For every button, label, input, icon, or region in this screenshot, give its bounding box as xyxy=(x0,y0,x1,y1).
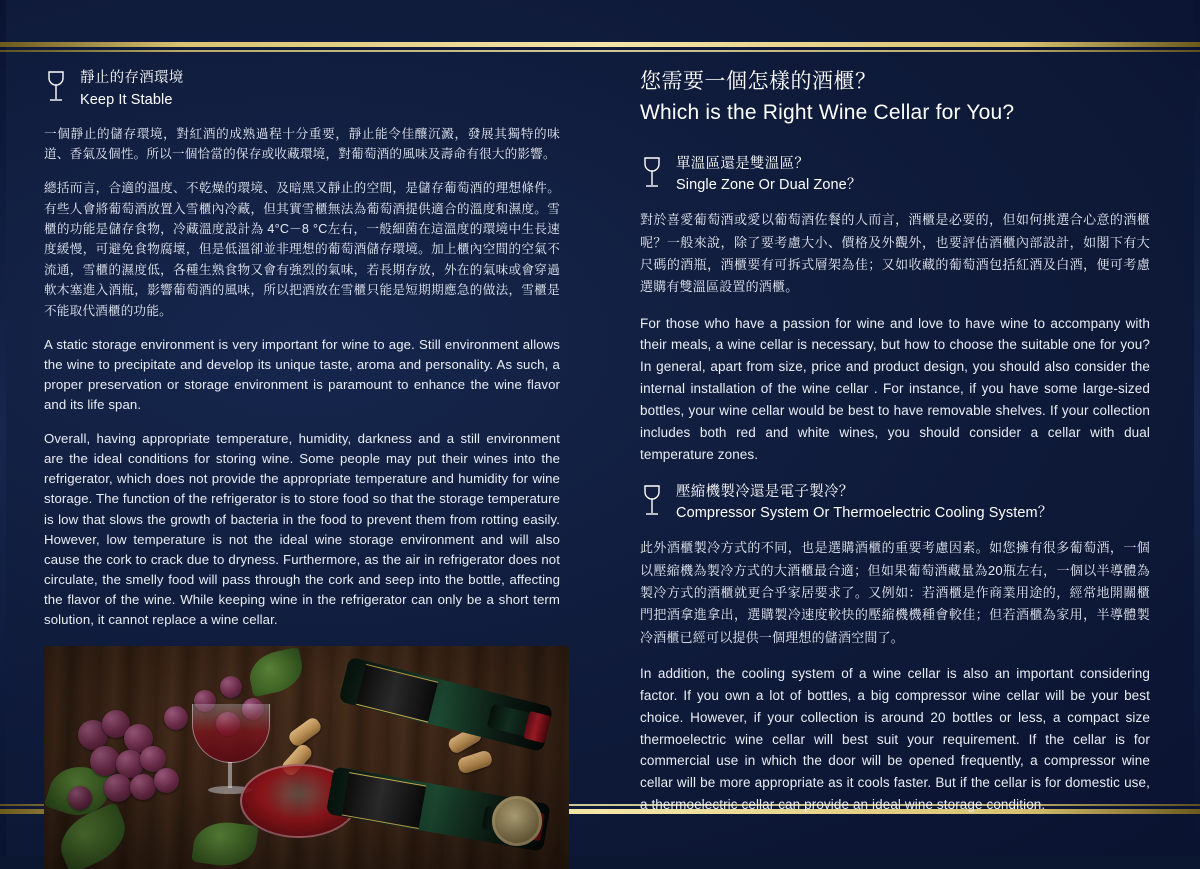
section-header xyxy=(640,154,1150,198)
paragraph-en-2: Overall, having appropriate temperature, humidity, darkness and a still environment are the ideal conditions for storing wine. Some people may put their wines into the refrigerator, which does not provide the appropriate temperature and humidity for wine storage. The function of the refrigerator is to store food so that the storage temperature is low that slows the growth of bacteria in the food to prevent them from rotting easily. However, low temperature is not the ideal wine storage environment and will also cause the cork to crack due to dryness. Furthermore, as the air in refrigerator does not circulate, the smelly food will pass through the cork and seep into the bottle, affecting the flavor of the wine. While keeping wine in the refrigerator can only be a short term solution, it cannot replace a wine cellar. xyxy=(44,431,560,627)
section-titles xyxy=(80,68,184,112)
section-keep-it-stable xyxy=(44,68,560,630)
section-titles xyxy=(676,154,861,198)
section-compressor-or-thermoelectric xyxy=(640,482,1150,816)
section-single-or-dual-zone xyxy=(640,154,1150,466)
wine-glass-icon xyxy=(640,155,664,193)
headline-en: Which is the Right Wine Cellar for You? xyxy=(640,101,1015,125)
section-title-zh: 單溫區還是雙溫區？ xyxy=(676,155,810,172)
top-gold-rule-thin xyxy=(0,50,1200,52)
wine-glass-icon xyxy=(640,483,664,521)
photo-vignette xyxy=(44,646,569,869)
page-title xyxy=(640,68,1150,128)
section-title-zh: 靜止的存酒環境 xyxy=(80,70,184,86)
section-title-en: Keep It Stable xyxy=(80,91,173,108)
paragraph-zh: 此外酒櫃製冷方式的不同，也是選購酒櫃的重要考慮因素。如您擁有很多葡萄酒，一個以壓縮機為製冷方式的大酒櫃最合適；但如果葡萄酒藏量為20瓶左右，一個以半導體為製冷方式的酒櫃就更合乎家居要求了。又例如：若酒櫃是作商業用途的，經常地開關櫃門把酒拿進拿出，選購製冷速度較快的壓縮機機種會較佳；但若酒櫃為家用，半導體製冷酒櫃已經可以提供一個理想的儲酒空間了。 xyxy=(640,540,1150,645)
section-header xyxy=(44,68,560,112)
left-column xyxy=(40,60,600,796)
paragraph-zh-1: 一個靜止的儲存環境，對紅酒的成熟過程十分重要，靜止能令佳釀沉澱，發展其獨特的味道、香氣及個性。所以一個恰當的保存或收藏環境，對葡萄酒的風味及壽命有很大的影響。 xyxy=(44,126,560,161)
wine-glass-icon xyxy=(44,69,68,107)
right-column xyxy=(600,60,1160,813)
paragraph-en: In addition, the cooling system of a wine cellar is also an important considering factor. If you own a lot of bottles, a big compressor wine cellar will be your best choice. However, if your collection is around 20 bottles or less, a compact size thermoelectric wine cellar will best suit your requirement. If the cellar is for commercial use in which the door will be opened frequently, a compressor wine cellar will be more appropriate as it cools faster. But if the cellar is for domestic use, a thermoelectric cellar can provide an ideal wine storage condition. xyxy=(640,665,1150,813)
section-title-zh: 壓縮機製冷還是電子製冷？ xyxy=(676,483,854,500)
paragraph-en-1: A static storage environment is very important for wine to age. Still environment allows the wine to precipitate and develop its unique taste, aroma and personality. As such, a proper preservation or storage environment is paramount to enhance the wine flavor and its life span. xyxy=(44,337,560,413)
section-titles xyxy=(676,482,1052,526)
wine-bottles-grapes-photo xyxy=(44,646,569,869)
paragraph-en: For those who have a passion for wine and love to have wine to accompany with their meals, a wine cellar is necessary, but how to choose the suitable one for you? In general, apart from size, price and product design, you should also consider the internal installation of the wine cellar . For instance, if you have some large-sized bottles, your wine cellar would be best to have removable shelves. If your collection includes both red and white wines, you should consider a cellar with dual temperature zones. xyxy=(640,315,1150,462)
paragraph-zh: 對於喜愛葡萄酒或愛以葡萄酒佐餐的人而言，酒櫃是必要的，但如何挑選合心意的酒櫃呢？一般來說，除了要考慮大小、價格及外觀外，也要評估酒櫃內部設計，如閣下有大尺碼的酒瓶，酒櫃要有可拆式層架為佳；又如收藏的葡萄酒包括紅酒及白酒，便可考慮選購有雙溫區設置的酒櫃。 xyxy=(640,212,1150,295)
section-title-en: Single Zone Or Dual Zone？ xyxy=(676,177,862,194)
headline-zh: 您需要一個怎樣的酒櫃？ xyxy=(640,70,877,93)
content-columns xyxy=(0,60,1200,813)
paragraph-zh-2: 總括而言，合適的溫度、不乾燥的環境、及暗黑又靜止的空間，是儲存葡萄酒的理想條件。有些人會將葡萄酒放置入雪櫃內冷藏，但其實雪櫃無法為葡萄酒提供適合的溫度和濕度。雪櫃的功能是儲存食物，冷藏溫度設計為 4°C－8 °C左右，一般細菌在這溫度的環境中生長速度緩慢，可避免食物腐壞，但是低溫卻並非理想的葡萄酒儲存環境。加上櫃內空間的空氣不流通，雪櫃的濕度低，各種生熟食物又會有強烈的氣味，若長期存放，外在的氣味或會穿過軟木塞進入酒瓶，影響葡萄酒的風味，所以把酒放在雪櫃只能是短期期應急的做法，雪櫃是不能取代酒櫃的功能。 xyxy=(44,181,560,318)
section-header xyxy=(640,482,1150,526)
section-title-en: Compressor System Or Thermoelectric Cooling System？ xyxy=(676,505,1053,522)
top-gold-rule xyxy=(0,42,1200,47)
